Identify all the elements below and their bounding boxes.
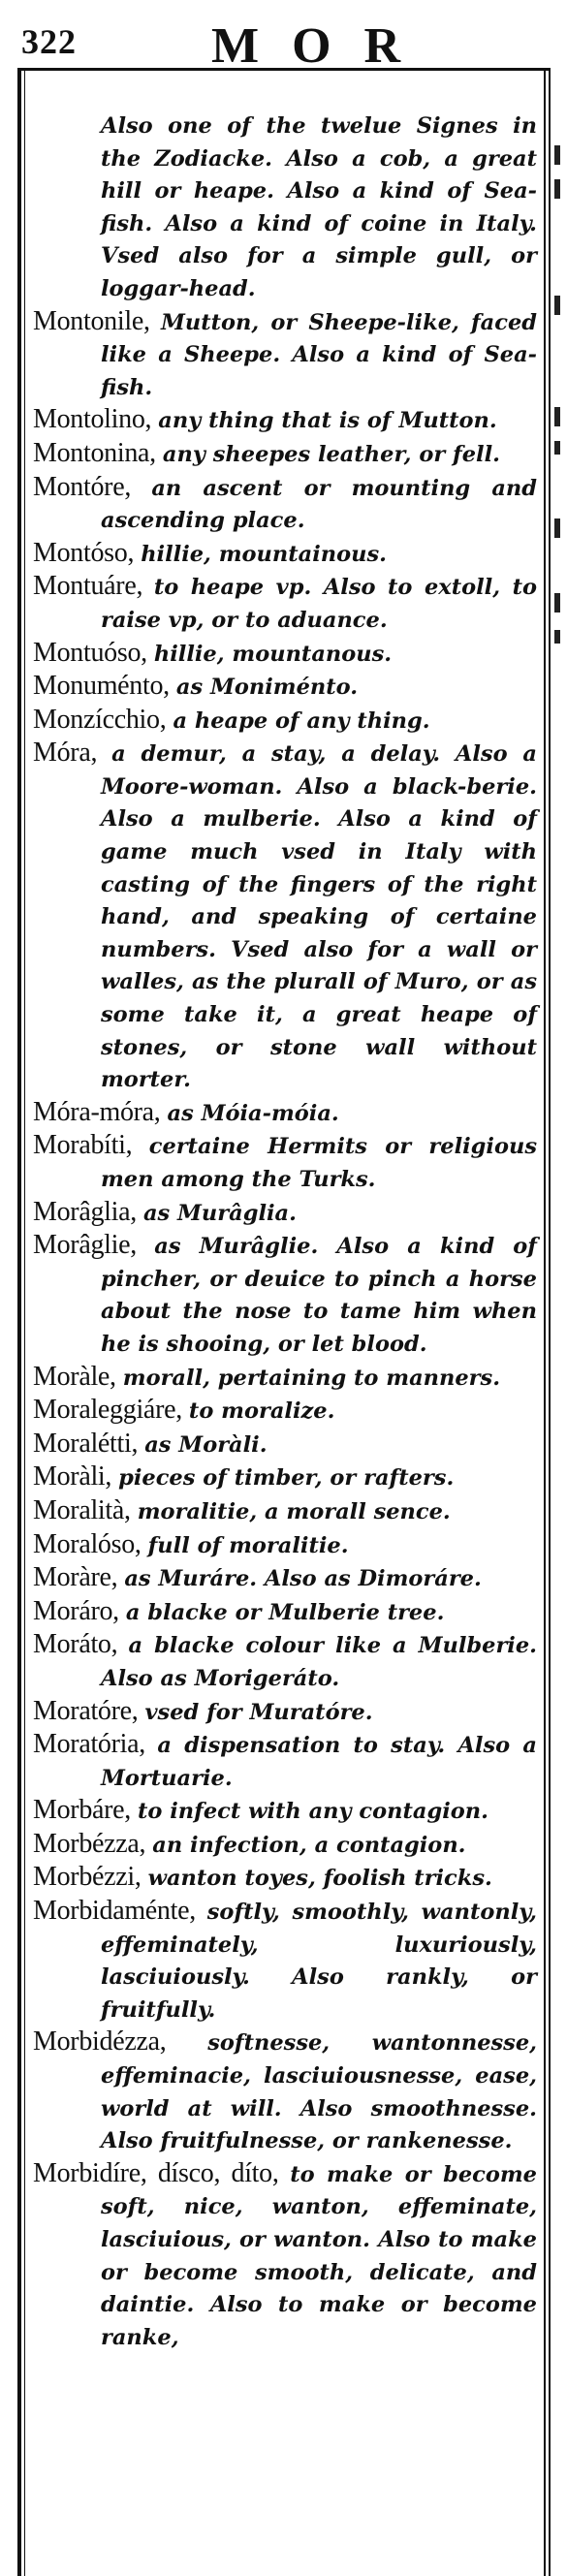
dictionary-entry <box>33 2158 537 2355</box>
entry-headword: Moráto, <box>33 1629 118 1660</box>
dictionary-entry <box>33 1829 537 1863</box>
dictionary-entry <box>33 538 537 572</box>
dictionary-entry <box>33 1230 537 1361</box>
entry-definition: any thing that is of Mutton. <box>158 408 497 434</box>
entry-definition: softly, smoothly, wantonly, effeminately, luxuriously, lasciuiously. Also rankly, or fruitfully. <box>101 1900 538 2023</box>
entry-definition: as Murâglia. <box>142 1200 297 1226</box>
dictionary-entry <box>33 1097 537 1131</box>
entry-headword: Montolino, <box>33 404 152 435</box>
entry-headword: Montonina, <box>33 437 156 468</box>
dictionary-entry <box>33 1596 537 1630</box>
adjacent-column-fragment <box>554 296 560 315</box>
entry-headword: Montuóso, <box>33 637 147 668</box>
dictionary-entry <box>33 1130 537 1196</box>
entry-definition: a blacke colour like a Mulberie. Also as Morigeráto. <box>101 1633 538 1691</box>
entry-headword: Moralétti, <box>33 1428 139 1459</box>
entry-headword: Montuáre, <box>33 571 143 602</box>
entry-headword: Moraleggiáre, <box>33 1395 182 1426</box>
adjacent-column-fragment <box>554 593 560 613</box>
entry-headword: Móra-móra, <box>33 1096 161 1127</box>
entry-definition: morall, pertaining to manners. <box>122 1365 501 1391</box>
entry-headword: Morabíti, <box>33 1130 133 1161</box>
entry-headword: Morâglia, <box>33 1196 137 1227</box>
entry-headword: Morbidaménte, <box>33 1896 196 1927</box>
entry-definition: certaine Hermits or religious men among the Turks. <box>101 1134 537 1192</box>
entry-headword: Moràle, <box>33 1361 116 1392</box>
entry-headword: Moralità, <box>33 1494 131 1525</box>
dictionary-entry <box>33 1862 537 1896</box>
dictionary-entry <box>33 738 537 1097</box>
entry-definition: Mutton, or Sheepe-like, faced like a Sheepe. Also a kind of Sea-fish. <box>101 309 537 400</box>
page-number: 322 <box>21 22 77 61</box>
entry-definition: any sheepes leather, or fell. <box>162 441 500 467</box>
dictionary-entry <box>33 1197 537 1231</box>
entry-definition: hillie, mountainous. <box>141 541 387 567</box>
entry-definition: a heape of any thing. <box>173 707 430 734</box>
entry-definition: to moralize. <box>188 1398 335 1425</box>
dictionary-entry <box>33 1729 537 1795</box>
entry-definition: as Muráre. Also as Dimoráre. <box>124 1566 482 1592</box>
dictionary-entry <box>33 472 537 538</box>
dictionary-column <box>33 110 537 2354</box>
inner-right-rule <box>544 71 546 2576</box>
entry-headword: Montóso, <box>33 537 135 568</box>
dictionary-entry <box>33 404 537 438</box>
dictionary-entry <box>33 1495 537 1529</box>
entry-headword: Moràli, <box>33 1461 112 1492</box>
dictionary-entry <box>33 1362 537 1396</box>
column-frame <box>17 68 551 2576</box>
dictionary-entry <box>33 705 537 738</box>
outer-right-rule <box>549 71 551 2576</box>
entry-definition: an ascent or mounting and ascending place. <box>101 475 537 534</box>
entry-definition: hillie, mountanous. <box>153 641 393 667</box>
entry-headword: Moralóso, <box>33 1528 142 1559</box>
entry-definition: full of moralitie. <box>147 1532 349 1558</box>
entry-headword: Monuménto, <box>33 671 170 702</box>
entry-headword: Morbézzi, <box>33 1862 142 1893</box>
continued-entry <box>33 110 537 306</box>
dictionary-entry <box>33 438 537 472</box>
entry-headword: Montóre, <box>33 471 132 502</box>
entry-definition: moralitie, a morall sence. <box>137 1498 451 1524</box>
dictionary-entry <box>33 1529 537 1563</box>
adjacent-column-fragment <box>554 407 560 426</box>
dictionary-entry <box>33 1696 537 1730</box>
entry-definition: wanton toyes, foolish tricks. <box>147 1866 492 1892</box>
entry-headword: Moratória, <box>33 1729 145 1760</box>
entry-headword: Moràre, <box>33 1562 118 1593</box>
dictionary-entry <box>33 1395 537 1429</box>
entry-definition: to make or become soft, nice, wanton, effeminate, lasciuious, or wanton. Also to make or become smooth, delicate, and daintie. Also to make or become ranke, <box>101 2161 538 2350</box>
outer-left-rule <box>17 71 21 2576</box>
entry-definition: as Móia-móia. <box>167 1100 339 1126</box>
entry-headword: Morbézza, <box>33 1828 146 1859</box>
dictionary-entry <box>33 306 537 405</box>
dictionary-entry <box>33 1896 537 2026</box>
entry-definition: softnesse, wantonnesse, effeminacie, lasciuiousnesse, ease, world at will. Also smoothnesse. Also fruitfulnesse, or rankenesse. <box>101 2030 537 2154</box>
entry-definition: as Moniménto. <box>175 675 359 701</box>
entry-headword: Moráro, <box>33 1595 119 1626</box>
dictionary-entry <box>33 1429 537 1462</box>
dictionary-entry <box>33 1629 537 1695</box>
dictionary-entry <box>33 1795 537 1829</box>
entry-headword: Morbáre, <box>33 1795 132 1826</box>
entry-definition: an infection, a contagion. <box>152 1832 466 1858</box>
entry-definition: a blacke or Mulberie tree. <box>125 1599 445 1625</box>
dictionary-entry <box>33 671 537 705</box>
entry-definition: Also one of the twelue Signes in the Zodiacke. Also a cob, a great hill or heape. Also a kind of Sea-fish. Also a kind of coine in Italy. Vsed also for a simple gull, or loggar-head. <box>101 113 537 301</box>
entry-definition: as Murâglie. Also a kind of pincher, or deuice to pinch a horse about the nose to tame him when he is shooing, or let blood. <box>101 1234 537 1357</box>
adjacent-column-fragment <box>554 518 560 538</box>
entry-definition: to infect with any contagion. <box>138 1799 488 1825</box>
entry-headword: Moratóre, <box>33 1695 139 1726</box>
entry-definition: pieces of timber, or rafters. <box>118 1465 455 1492</box>
dictionary-entry <box>33 571 537 637</box>
entry-definition: a dispensation to stay. Also a Mortuarie. <box>101 1733 537 1791</box>
entry-definition: to heape vp. Also to extoll, to raise vp, or to aduance. <box>101 575 537 633</box>
dictionary-entry <box>33 1461 537 1495</box>
adjacent-column-fragment <box>554 145 560 165</box>
entry-headword: Montonile, <box>33 305 150 336</box>
page-header <box>0 0 567 74</box>
entry-headword: Monzícchio, <box>33 704 167 735</box>
dictionary-entry <box>33 2026 537 2157</box>
dictionary-entry <box>33 1562 537 1596</box>
running-head: MOR <box>211 18 434 74</box>
inner-left-rule <box>24 71 25 2576</box>
entry-headword: Morbidíre, dísco, díto, <box>33 2157 279 2188</box>
entry-headword: Morbidézza, <box>33 2026 167 2058</box>
entry-definition: a demur, a stay, a delay. Also a Moore-woman. Also a black-berie. Also a mulberie. Also a kind of game much vsed in Italy with casting of the fingers of the right hand, and speaking of certaine numbers. Vsed also for a wall or walles, as the plurall of Muro, or as some take it, a great heape of stones, or stone wall without morter. <box>101 741 538 1093</box>
dictionary-entry <box>33 638 537 672</box>
adjacent-column-edge <box>554 0 567 2573</box>
entry-headword: Morâglie, <box>33 1230 137 1261</box>
adjacent-column-fragment <box>554 179 560 199</box>
entry-headword: Móra, <box>33 738 98 769</box>
adjacent-column-fragment <box>554 630 560 644</box>
adjacent-column-fragment <box>554 441 560 455</box>
entry-definition: as Moràli. <box>144 1431 268 1458</box>
entry-definition: vsed for Muratóre. <box>144 1699 373 1725</box>
